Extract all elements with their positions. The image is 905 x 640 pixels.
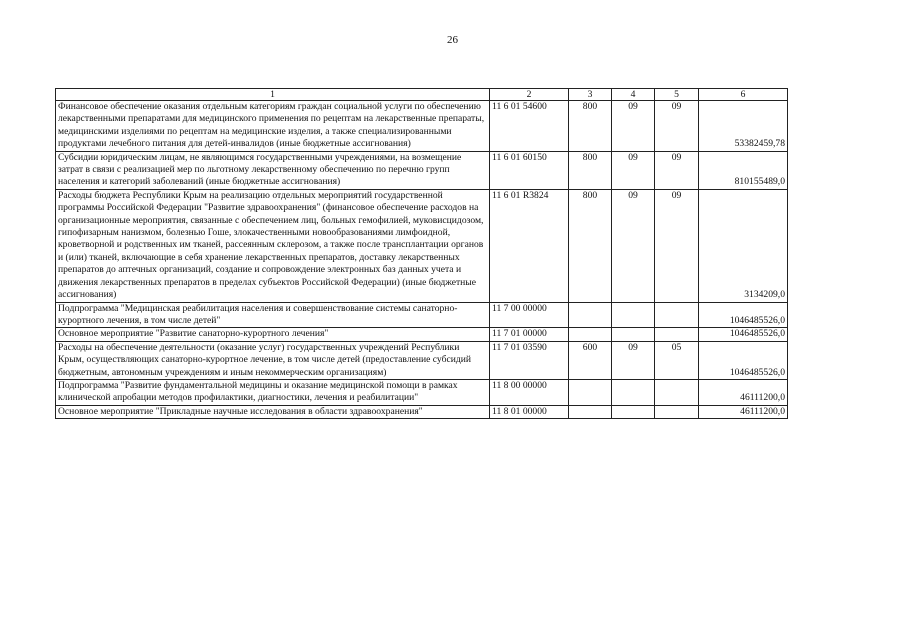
table-row <box>56 151 788 189</box>
row-section: 09 <box>612 151 655 189</box>
row-section: 09 <box>612 101 655 152</box>
row-expense-type: 800 <box>569 101 612 152</box>
column-header-1: 1 <box>56 89 490 101</box>
row-subsection: 09 <box>655 189 699 302</box>
row-subsection: 09 <box>655 101 699 152</box>
row-amount: 1046485526,0 <box>699 302 788 328</box>
row-expense-type: 800 <box>569 189 612 302</box>
column-header-2: 2 <box>490 89 569 101</box>
row-description: Подпрограмма "Развитие фундаментальной медицины и оказание медицинской помощи в рамках клинической апробации методов профилактики, диагностики, лечения и реабилитации" <box>56 379 490 405</box>
budget-table <box>55 88 788 419</box>
column-header-6: 6 <box>699 89 788 101</box>
row-expense-type: 800 <box>569 151 612 189</box>
table-header-row <box>56 89 788 101</box>
row-section <box>612 328 655 341</box>
table-row <box>56 341 788 379</box>
page-number: 26 <box>447 34 458 46</box>
row-subsection <box>655 328 699 341</box>
row-expense-type <box>569 405 612 418</box>
column-header-4: 4 <box>612 89 655 101</box>
row-code: 11 8 00 00000 <box>490 379 569 405</box>
row-amount: 46111200,0 <box>699 405 788 418</box>
row-code: 11 7 01 00000 <box>490 328 569 341</box>
row-amount: 1046485526,0 <box>699 341 788 379</box>
row-code: 11 6 01 54600 <box>490 101 569 152</box>
row-description: Основное мероприятие "Развитие санаторно-курортного лечения" <box>56 328 490 341</box>
row-code: 11 8 01 00000 <box>490 405 569 418</box>
row-code: 11 7 01 03590 <box>490 341 569 379</box>
row-section: 09 <box>612 341 655 379</box>
row-description: Расходы на обеспечение деятельности (оказание услуг) государственных учреждений Республики Крым, осуществляющих санаторно-курортное лечение, в том числе детей (предоставление субсидий бюджетным, автономным учреждениям и иным некоммерческим организациям) <box>56 341 490 379</box>
row-subsection: 05 <box>655 341 699 379</box>
row-description: Расходы бюджета Республики Крым на реализацию отдельных мероприятий государственной программы Российской Федерации "Развитие здравоохранения" (финансовое обеспечение расходов на организационные мероприятия, связанные с обеспечением лиц, больных гемофилией, муковисцидозом, гипофизарным нанизмом, болезнью Гоше, злокачественными новообразованиями лимфоидной, кроветворной и родственных им тканей, рассеянным склерозом, а также после трансплантации органов и (или) тканей, включающие в себя хранение лекарственных препаратов, доставку лекарственных препаратов до аптечных организаций, создание и сопровождение электронных баз данных учета и движения лекарственных препаратов в пределах субъектов Российской Федерации) (иные бюджетные ассигнования) <box>56 189 490 302</box>
table-row <box>56 189 788 302</box>
row-description: Подпрограмма "Медицинская реабилитация населения и совершенствование системы санаторно-курортного лечения, в том числе детей" <box>56 302 490 328</box>
row-amount: 1046485526,0 <box>699 328 788 341</box>
table-row <box>56 302 788 328</box>
table-row <box>56 101 788 152</box>
row-amount: 810155489,0 <box>699 151 788 189</box>
row-expense-type <box>569 302 612 328</box>
row-subsection <box>655 405 699 418</box>
table-row <box>56 379 788 405</box>
row-code: 11 6 01 60150 <box>490 151 569 189</box>
row-amount: 53382459,78 <box>699 101 788 152</box>
table-row <box>56 405 788 418</box>
row-description: Финансовое обеспечение оказания отдельным категориям граждан социальной услуги по обеспечению лекарственными препаратами для медицинского применения по рецептам на лекарственные препараты, медицинскими изделиями по рецептам на медицинские изделия, а также специализированными продуктами лечебного питания для детей-инвалидов (иные бюджетные ассигнования) <box>56 101 490 152</box>
row-amount: 46111200,0 <box>699 379 788 405</box>
row-subsection <box>655 379 699 405</box>
column-header-5: 5 <box>655 89 699 101</box>
row-expense-type: 600 <box>569 341 612 379</box>
row-code: 11 6 01 R3824 <box>490 189 569 302</box>
row-expense-type <box>569 379 612 405</box>
column-header-3: 3 <box>569 89 612 101</box>
row-section <box>612 379 655 405</box>
row-section <box>612 302 655 328</box>
row-description: Субсидии юридическим лицам, не являющимся государственными учреждениями, на возмещение затрат в связи с реализацией мер по льготному лекарственному обеспечению по перечню групп населения и категорий заболеваний (иные бюджетные ассигнования) <box>56 151 490 189</box>
row-subsection: 09 <box>655 151 699 189</box>
row-code: 11 7 00 00000 <box>490 302 569 328</box>
row-description: Основное мероприятие "Прикладные научные исследования в области здравоохранения" <box>56 405 490 418</box>
row-amount: 3134209,0 <box>699 189 788 302</box>
row-expense-type <box>569 328 612 341</box>
row-section <box>612 405 655 418</box>
row-subsection <box>655 302 699 328</box>
table-row <box>56 328 788 341</box>
row-section: 09 <box>612 189 655 302</box>
